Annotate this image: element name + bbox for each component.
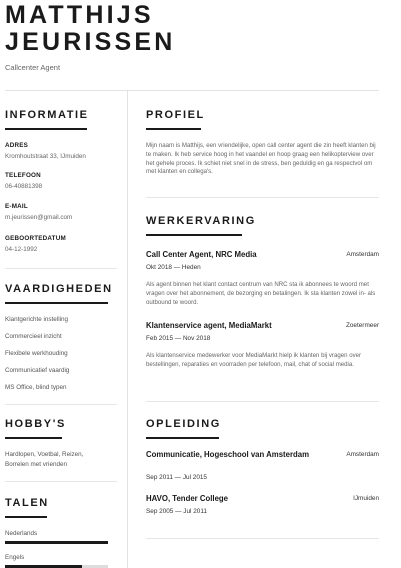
- experience-location: Zoetermeer: [345, 322, 379, 329]
- language-name: Nederlands: [5, 530, 38, 537]
- last-name: JEURISSEN: [5, 28, 176, 56]
- language-name: Engels: [5, 554, 25, 561]
- info-value-address: Kromhoutstraat 33, IJmuiden: [5, 153, 86, 160]
- info-label-birthdate: GEBOORTEDATUM: [5, 235, 66, 242]
- skills-section-title: VAARDIGHEDEN: [5, 283, 113, 295]
- language-level-fill: [5, 565, 82, 568]
- section-divider: [5, 481, 117, 482]
- section-divider: [5, 404, 117, 405]
- job-title: Callcenter Agent: [5, 63, 61, 72]
- language-level-bar: [5, 565, 108, 568]
- skill-item: Klantgerichte instelling: [5, 316, 69, 323]
- profile-text: Mijn naam is Matthijs, een vriendelijke, open call center agent die zin heeft klanten bij te maken. Ik heb service hoog in het vaandel en hoop graag een helikopterview over het gehele proces. Ik schiet niet snel in de stress, ben geduldig en ga respectvol om met klanten en collega's.: [146, 142, 376, 176]
- info-label-email: E-MAIL: [5, 203, 28, 210]
- hobbies-text: Hardlopen, Voetbal, Reizen, Borrelen met vrienden: [5, 451, 84, 468]
- skill-item: Communicatief vaardig: [5, 367, 70, 374]
- experience-section-title: WERKERVARING: [146, 215, 256, 227]
- education-section-title: OPLEIDING: [146, 418, 221, 430]
- education-date: Sep 2011 — Jul 2015: [146, 474, 207, 481]
- section-divider: [146, 197, 379, 198]
- languages-section-title: TALEN: [5, 497, 49, 509]
- first-name: MATTHIJS: [5, 1, 154, 29]
- experience-description: Als klantenservice medewerker voor MediaMarkt hielp ik klanten bij vragen over bestellingen, reparaties en voorraden per telefoon, mail, chat of social media.: [146, 352, 362, 368]
- skill-item: Commercieel inzicht: [5, 333, 62, 340]
- info-label-address: ADRES: [5, 142, 29, 149]
- experience-job-title: Klantenservice agent, MediaMarkt: [146, 321, 272, 330]
- education-date: Sep 2005 — Jul 2011: [146, 508, 207, 515]
- experience-section-underline: [146, 234, 242, 236]
- info-value-phone: 06-40881398: [5, 183, 43, 190]
- education-section-underline: [146, 437, 219, 439]
- candidate-name: [5, 2, 176, 56]
- skill-item: Flexibele werkhouding: [5, 350, 68, 357]
- skill-item: MS Office, blind typen: [5, 384, 67, 391]
- language-level-fill: [5, 541, 108, 544]
- info-value-email: m.jeurissen@gmail.com: [5, 214, 73, 221]
- profile-section-underline: [146, 128, 201, 130]
- education-location: IJmuiden: [353, 495, 379, 502]
- experience-job-title: Call Center Agent, NRC Media: [146, 250, 257, 259]
- info-value-birthdate: 04-12-1992: [5, 246, 38, 253]
- header-divider: [5, 90, 379, 91]
- section-divider: [5, 268, 117, 269]
- language-level-bar: [5, 541, 108, 544]
- experience-date: Okt 2018 — Heden: [146, 264, 201, 271]
- profile-section-title: PROFIEL: [146, 109, 205, 121]
- info-label-phone: TELEFOON: [5, 172, 41, 179]
- hobbies-section-title: HOBBY'S: [5, 418, 66, 430]
- experience-location: Amsterdam: [346, 251, 379, 258]
- section-divider: [146, 538, 379, 539]
- education-location: Amsterdam: [346, 451, 379, 458]
- hobbies-section-underline: [5, 437, 62, 439]
- experience-date: Feb 2015 — Nov 2018: [146, 335, 211, 342]
- skills-section-underline: [5, 302, 108, 304]
- experience-description: Als agent binnen het klant contact centrum van NRC sta ik abonnees te woord met vragen over het abonnement, de bezorging en betalingen. Ik sta klanten zowel in- als outbound te woord.: [146, 281, 376, 306]
- education-title: Communicatie, Hogeschool van Amsterdam: [146, 450, 310, 459]
- languages-section-underline: [5, 516, 47, 518]
- info-section-title: INFORMATIE: [5, 109, 89, 121]
- column-divider: [127, 90, 128, 568]
- education-title: HAVO, Tender College: [146, 494, 229, 503]
- info-section-underline: [5, 128, 87, 130]
- section-divider: [146, 401, 379, 402]
